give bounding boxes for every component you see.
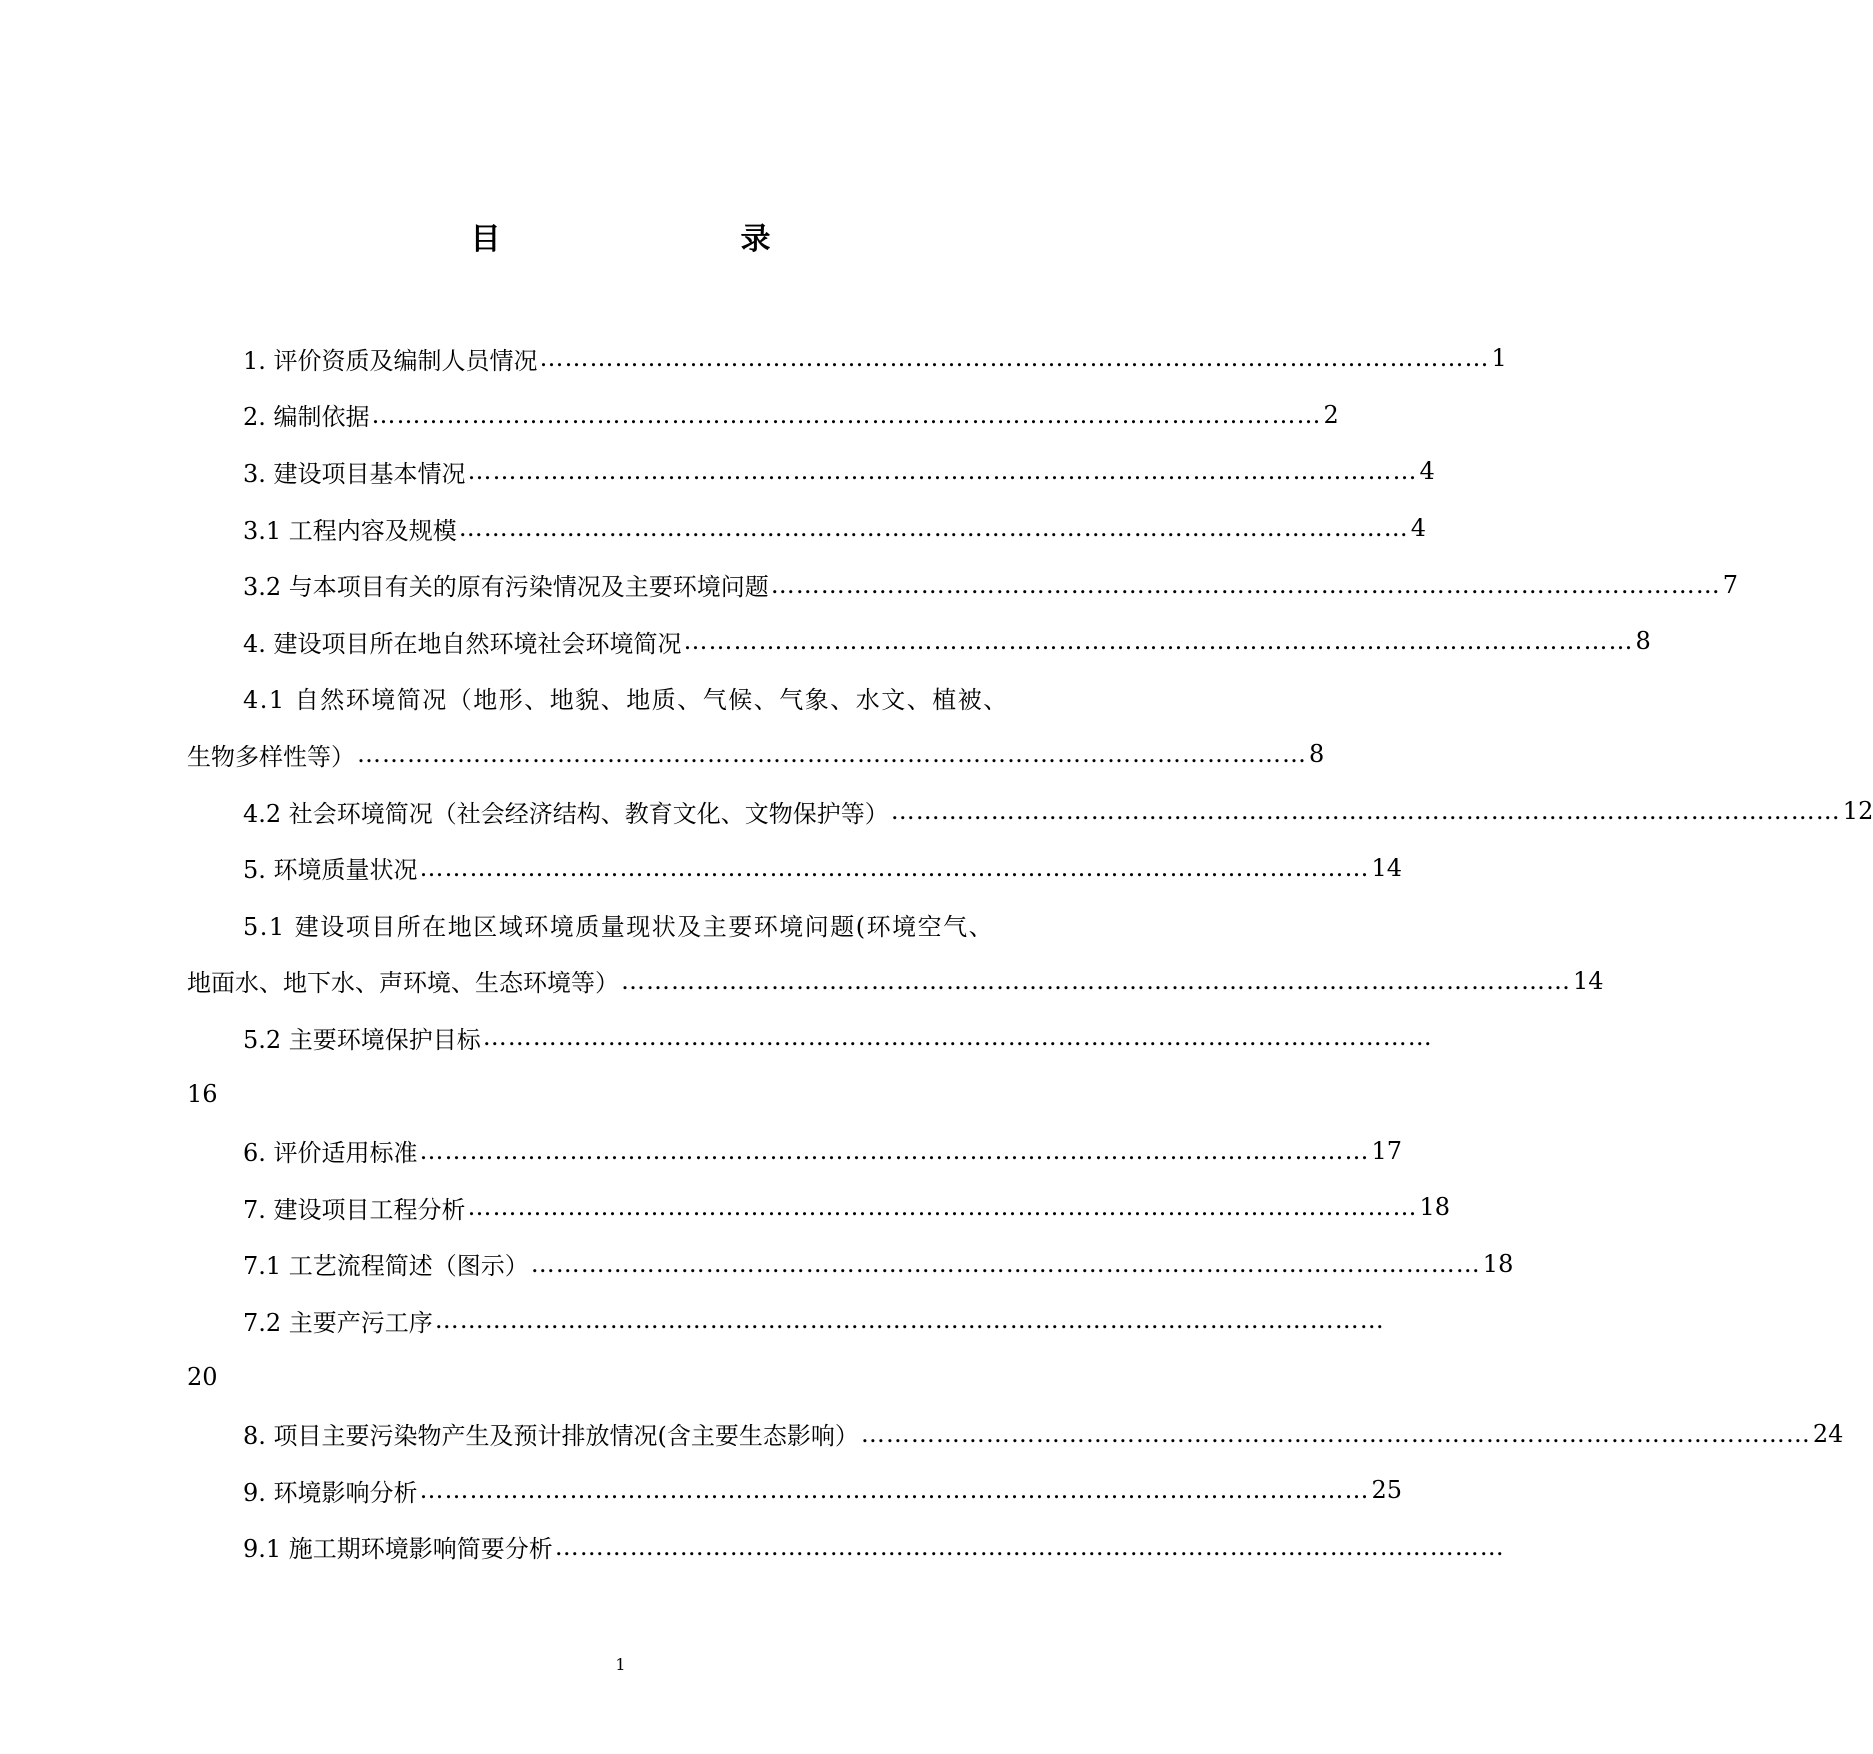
- toc-page-number: 14: [1371, 853, 1403, 882]
- toc-entry-label: 7. 建设项目工程分析: [243, 1195, 466, 1224]
- toc-page-number: 25: [1371, 1476, 1403, 1505]
- toc-entry[interactable]: [187, 443, 1435, 500]
- toc-page-wrap[interactable]: [187, 1066, 1077, 1123]
- toc-page-wrap[interactable]: [187, 1349, 1077, 1406]
- toc-entry-label: 3.1 工程内容及规模: [243, 516, 457, 545]
- toc-entry-label: 8. 项目主要污染物产生及预计排放情况(含主要生态影响）: [243, 1422, 859, 1451]
- toc-entry[interactable]: [187, 500, 1427, 557]
- toc-entry-label: 7.1 工艺流程简述（图示）: [243, 1252, 529, 1281]
- toc-entry-line[interactable]: [187, 670, 1077, 727]
- toc-entry[interactable]: [187, 1405, 1844, 1462]
- toc-entry[interactable]: [187, 1292, 1385, 1349]
- toc-entry[interactable]: [187, 783, 1873, 840]
- table-of-contents: [187, 330, 1873, 1575]
- toc-leader: ……………………………………………………………………………………………………: [357, 740, 1307, 769]
- toc-entry-label: 1. 评价资质及编制人员情况: [243, 346, 538, 375]
- toc-entry[interactable]: [187, 556, 1739, 613]
- toc-leader: ……………………………………………………………………………………………………: [539, 344, 1490, 373]
- toc-leader: ……………………………………………………………………………………………………: [683, 627, 1634, 656]
- toc-entry-label: 地面水、地下水、声环境、生态环境等）: [187, 969, 619, 998]
- toc-entry[interactable]: [187, 1518, 1505, 1575]
- toc-entry[interactable]: [187, 1462, 1403, 1519]
- toc-page-number: 1: [1491, 344, 1507, 373]
- toc-page-number: 7: [1722, 570, 1739, 599]
- toc-entry[interactable]: [187, 1009, 1433, 1066]
- toc-leader: ……………………………………………………………………………………………………: [434, 1306, 1385, 1335]
- toc-page-number: 14: [1573, 966, 1604, 995]
- toc-entry-label: 生物多样性等）: [187, 742, 355, 771]
- toc-leader: ……………………………………………………………………………………………………: [371, 400, 1322, 429]
- toc-entry-label: 5.1 建设项目所在地区域环境质量现状及主要环境问题(环境空气、: [243, 912, 995, 941]
- toc-entry-label: 7.2 主要产污工序: [243, 1308, 433, 1337]
- toc-leader: ……………………………………………………………………………………………………: [419, 1476, 1370, 1505]
- page-number-footer: 1: [615, 1655, 626, 1674]
- toc-entry[interactable]: [187, 1122, 1403, 1179]
- toc-page-number: 4: [1419, 457, 1435, 486]
- toc-leader: ……………………………………………………………………………………………………: [621, 966, 1571, 995]
- toc-page-number: 8: [1635, 627, 1651, 656]
- toc-page-number: 18: [1482, 1249, 1514, 1278]
- toc-leader: ……………………………………………………………………………………………………: [419, 853, 1370, 882]
- toc-leader: ……………………………………………………………………………………………………: [770, 570, 1721, 599]
- toc-leader: ……………………………………………………………………………………………………: [419, 1136, 1370, 1165]
- toc-leader: ……………………………………………………………………………………………………: [860, 1419, 1811, 1448]
- toc-entry-line[interactable]: [187, 896, 1077, 953]
- toc-entry-continuation[interactable]: [187, 726, 1325, 783]
- toc-entry-label: 5.2 主要环境保护目标: [243, 1025, 481, 1054]
- toc-page-number: 20: [187, 1362, 218, 1391]
- toc-leader: ……………………………………………………………………………………………………: [467, 1193, 1418, 1222]
- toc-leader: ……………………………………………………………………………………………………: [890, 797, 1841, 826]
- toc-entry-label: 6. 评价适用标准: [243, 1139, 418, 1168]
- toc-entry-label: 9. 环境影响分析: [243, 1478, 418, 1507]
- toc-entry[interactable]: [187, 1179, 1451, 1236]
- toc-entry[interactable]: [187, 330, 1507, 387]
- toc-entry-label: 9.1 施工期环境影响简要分析: [243, 1535, 553, 1564]
- toc-entry[interactable]: [187, 387, 1339, 444]
- toc-entry-continuation[interactable]: [187, 953, 1604, 1010]
- page-title: 目 录: [470, 222, 831, 257]
- toc-page-number: 17: [1371, 1136, 1403, 1165]
- toc-page-number: 12: [1842, 797, 1873, 826]
- toc-page-number: 18: [1419, 1193, 1451, 1222]
- toc-entry[interactable]: [187, 613, 1651, 670]
- toc-entry-label: 4.1 自然环境简况（地形、地貌、地质、气候、气象、水文、植被、: [243, 686, 1009, 715]
- toc-entry-label: 5. 环境质量状况: [243, 856, 418, 885]
- toc-entry-label: 3.2 与本项目有关的原有污染情况及主要环境问题: [243, 573, 769, 602]
- toc-leader: ……………………………………………………………………………………………………: [482, 1023, 1433, 1052]
- toc-leader: ……………………………………………………………………………………………………: [458, 514, 1409, 543]
- toc-leader: ……………………………………………………………………………………………………: [467, 457, 1418, 486]
- toc-entry[interactable]: [187, 839, 1403, 896]
- toc-page-number: 8: [1309, 740, 1325, 769]
- toc-entry-label: 4. 建设项目所在地自然环境社会环境简况: [243, 629, 682, 658]
- toc-leader: ……………………………………………………………………………………………………: [554, 1532, 1505, 1561]
- toc-entry-label: 4.2 社会环境简况（社会经济结构、教育文化、文物保护等）: [243, 799, 889, 828]
- toc-entry[interactable]: [187, 1236, 1514, 1293]
- toc-entry-label: 3. 建设项目基本情况: [243, 459, 466, 488]
- toc-page-number: 24: [1812, 1419, 1844, 1448]
- toc-entry-label: 2. 编制依据: [243, 403, 370, 432]
- toc-page-number: 2: [1323, 400, 1339, 429]
- toc-page-number: 4: [1410, 514, 1427, 543]
- toc-page-number: 16: [187, 1080, 218, 1109]
- toc-leader: ……………………………………………………………………………………………………: [530, 1249, 1481, 1278]
